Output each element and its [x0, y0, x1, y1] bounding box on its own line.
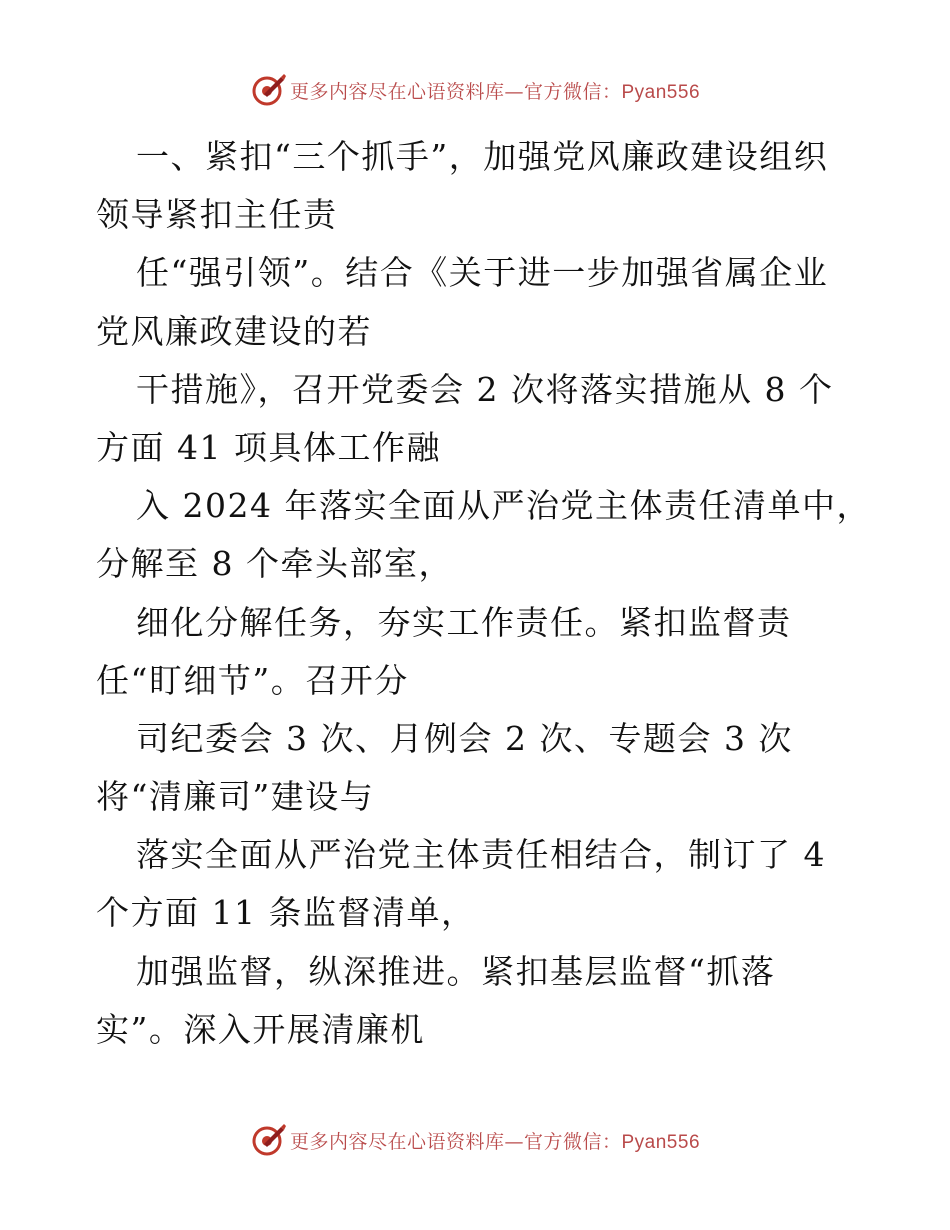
text-line: 司纪委会 3 次、月例会 2 次、专题会 3 次: [136, 718, 793, 758]
watermark-footer: [0, 1120, 950, 1160]
document-body: [96, 128, 871, 1059]
text-line: 将“清廉司”建设与: [96, 777, 375, 817]
text-line: 实”。深入开展清廉机: [96, 1009, 425, 1049]
pen-logo-icon: [250, 72, 286, 108]
pen-logo-icon: [250, 1122, 286, 1158]
text-line: 加强监督，纵深推进。紧扣基层监督“抓落: [136, 951, 776, 991]
watermark-header: [0, 70, 950, 110]
text-line: 落实全面从严治党主体责任相结合，制订了 4: [136, 835, 826, 875]
text-line: 党风廉政建设的若: [96, 311, 372, 351]
watermark-text: 更多内容尽在心语资料库—官方微信：Pyan556: [289, 80, 701, 103]
text-line: 方面 41 项具体工作融: [96, 427, 441, 467]
text-line: 入 2024 年落实全面从严治党主体责任清单中，: [136, 486, 871, 526]
text-line: 细化分解任务，夯实工作责任。紧扣监督责: [136, 602, 792, 642]
text-line: 一、紧扣“三个抓手”，加强党风廉政建设组织: [136, 137, 829, 176]
text-line: 领导紧扣主任责: [96, 195, 338, 235]
watermark-text: 更多内容尽在心语资料库—官方微信：Pyan556: [289, 1130, 701, 1153]
text-line: 任“盯细节”。召开分: [96, 660, 409, 700]
text-line: 任“强引领”。结合《关于进一步加强省属企业: [136, 253, 829, 293]
text-line: 干措施》，召开党委会 2 次将落实措施从 8 个: [136, 369, 834, 409]
text-line: 个方面 11 条监督清单，: [96, 893, 476, 933]
text-line: 分解至 8 个牵头部室，: [96, 544, 453, 584]
